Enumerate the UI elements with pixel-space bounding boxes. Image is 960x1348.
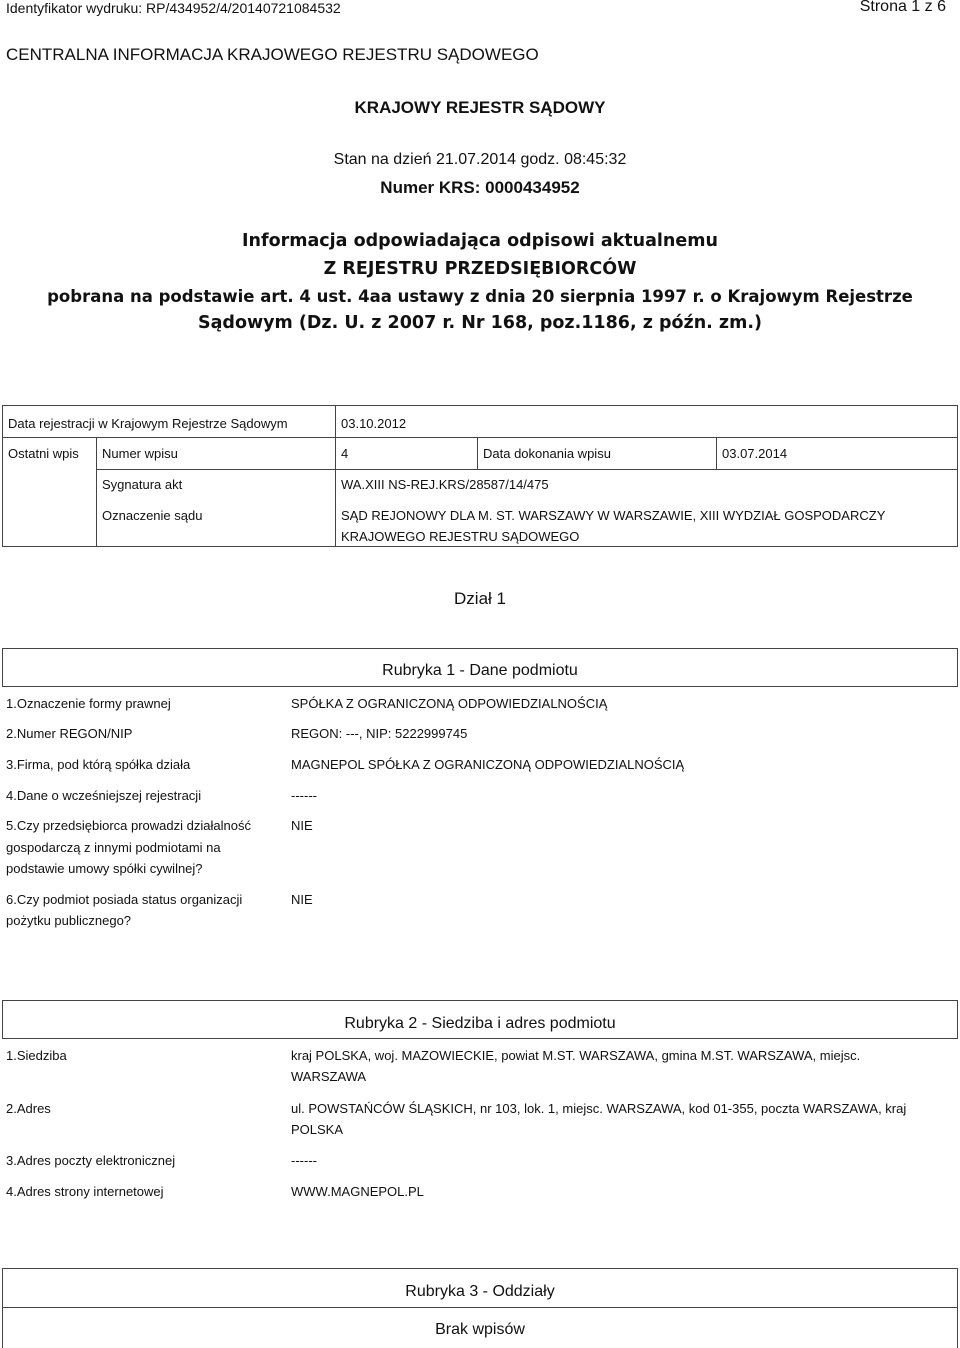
registration-date-label: Data rejestracji w Krajowym Rejestrze Sądowym	[8, 416, 288, 431]
last-entry-label: Ostatni wpis	[8, 446, 79, 461]
rubric-1-row-1-label: 1.Oznaczenie formy prawnej	[6, 696, 171, 711]
rubric-1-row-3-label: 3.Firma, pod którą spółka działa	[6, 757, 191, 772]
rubric-1-row-5-label-line-1: 5.Czy przedsiębiorca prowadzi działalność	[6, 818, 251, 833]
page-number: Strona 1 z 6	[859, 0, 946, 15]
file-ref-value: WA.XIII NS-REJ.KRS/28587/14/475	[341, 477, 549, 492]
rubric-2-row-4-label: 4.Adres strony internetowej	[6, 1184, 164, 1199]
rubric-1-row-1-value: SPÓŁKA Z OGRANICZONĄ ODPOWIEDZIALNOŚCIĄ	[291, 696, 608, 711]
rubric-2-row-1-label: 1.Siedziba	[6, 1048, 67, 1063]
completion-date-label: Data dokonania wpisu	[483, 446, 611, 461]
rubric-2-row-2-value-line-1: ul. POWSTAŃCÓW ŚLĄSKICH, nr 103, lok. 1, miejsc. WARSZAWA, kod 01-355, poczta WARSZAWA, kraj	[291, 1101, 907, 1116]
rubric-2-row-2-value-line-2: POLSKA	[291, 1122, 344, 1137]
register-name: KRAJOWY REJESTR SĄDOWY	[354, 98, 606, 117]
rubric-3-title: Rubryka 3 - Oddziały	[405, 1283, 555, 1300]
rubric-1-title: Rubryka 1 - Dane podmiotu	[382, 662, 578, 679]
entry-number-value: 4	[341, 446, 349, 461]
status-date: Stan na dzień 21.07.2014 godz. 08:45:32	[333, 151, 627, 168]
section-title: Dział 1	[454, 589, 506, 608]
court-label: Oznaczenie sądu	[102, 508, 203, 523]
rubric-3-empty: Brak wpisów	[435, 1321, 525, 1338]
rubric-2-row-1-value-line-1: kraj POLSKA, woj. MAZOWIECKIE, powiat M.ST. WARSZAWA, gmina M.ST. WARSZAWA, miejsc.	[291, 1048, 861, 1063]
info-line-4: Sądowym (Dz. U. z 2007 r. Nr 168, poz.1186, z późn. zm.)	[198, 313, 762, 333]
info-line-2: Z REJESTRU PRZEDSIĘBIORCÓW	[323, 259, 637, 279]
entry-number-label: Numer wpisu	[102, 446, 178, 461]
registration-date-value: 03.10.2012	[341, 416, 407, 431]
rubric-2-row-3-value: ------	[291, 1153, 317, 1168]
organization-name: CENTRALNA INFORMACJA KRAJOWEGO REJESTRU SĄDOWEGO	[6, 45, 539, 64]
file-ref-label: Sygnatura akt	[102, 477, 183, 492]
info-line-3: pobrana na podstawie art. 4 ust. 4aa ustawy z dnia 20 sierpnia 1997 r. o Krajowym Rejestrze	[47, 287, 913, 306]
rubric-2-row-2-label: 2.Adres	[6, 1101, 51, 1116]
rubric-1-row-3-value: MAGNEPOL SPÓŁKA Z OGRANICZONĄ ODPOWIEDZIALNOŚCIĄ	[291, 757, 685, 772]
rubric-2-title: Rubryka 2 - Siedziba i adres podmiotu	[344, 1015, 616, 1032]
rubric-2-row-4-value: WWW.MAGNEPOL.PL	[291, 1184, 424, 1199]
info-line-1: Informacja odpowiadająca odpisowi aktualnemu	[242, 231, 718, 251]
krs-number: Numer KRS: 0000434952	[380, 178, 580, 197]
rubric-1-row-2-value: REGON: ---, NIP: 5222999745	[291, 726, 468, 741]
rubric-1-row-5-label-line-2: gospodarczą z innymi podmiotami na	[6, 840, 221, 855]
print-identifier: Identyfikator wydruku: RP/434952/4/20140721084532	[6, 0, 341, 16]
rubric-1-row-6-label-line-2: pożytku publicznego?	[6, 913, 132, 928]
court-value-line-1: SĄD REJONOWY DLA M. ST. WARSZAWY W WARSZAWIE, XIII WYDZIAŁ GOSPODARCZY	[341, 508, 886, 523]
rubric-1-row-6-value: NIE	[291, 892, 313, 907]
rubric-1-row-4-label: 4.Dane o wcześniejszej rejestracji	[6, 788, 202, 803]
court-value-line-2: KRAJOWEGO REJESTRU SĄDOWEGO	[341, 529, 580, 544]
rubric-1-row-4-value: ------	[291, 788, 317, 803]
rubric-2-row-3-label: 3.Adres poczty elektronicznej	[6, 1153, 176, 1168]
rubric-1-row-5-value: NIE	[291, 818, 313, 833]
rubric-1-row-2-label: 2.Numer REGON/NIP	[6, 726, 133, 741]
rubric-1-row-5-label-line-3: podstawie umowy spółki cywilnej?	[6, 861, 203, 876]
rubric-1-row-6-label-line-1: 6.Czy podmiot posiada status organizacji	[6, 892, 243, 907]
rubric-2-row-1-value-line-2: WARSZAWA	[291, 1069, 367, 1084]
completion-date-value: 03.07.2014	[722, 446, 788, 461]
